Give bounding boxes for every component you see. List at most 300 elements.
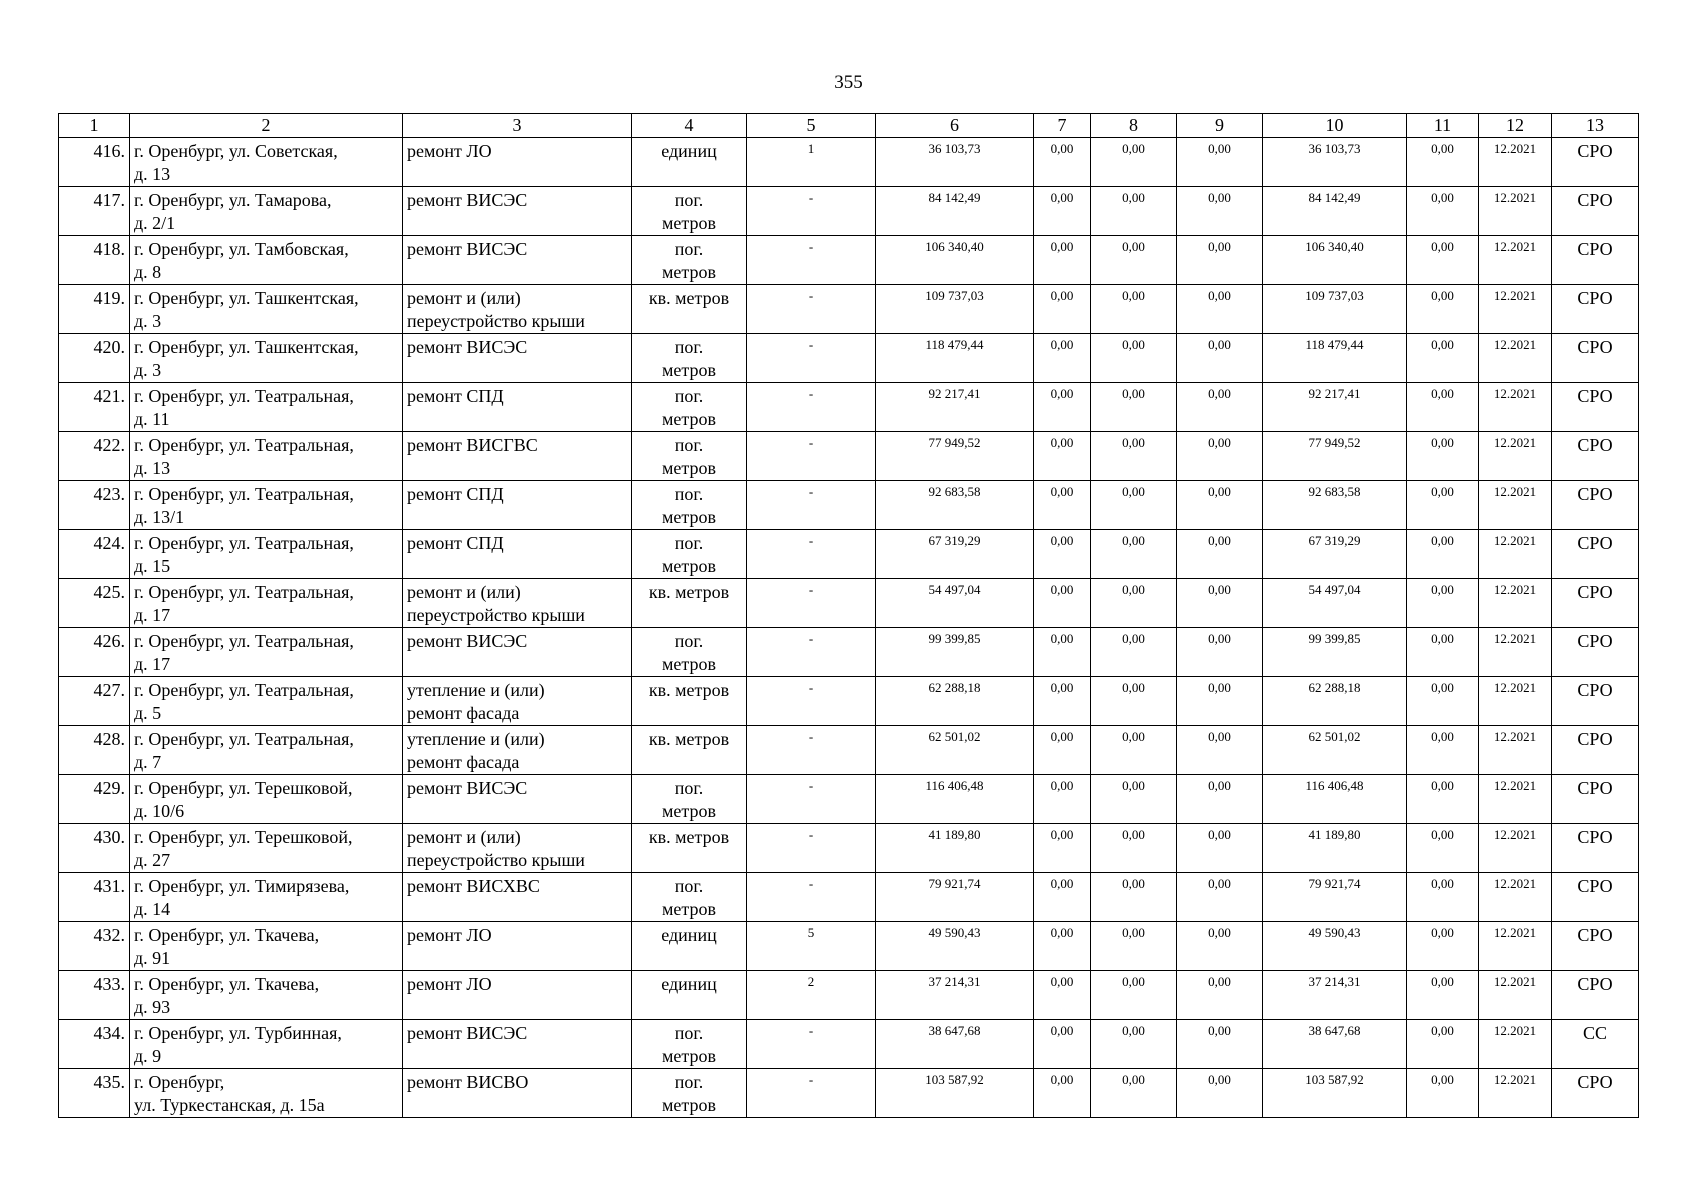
quantity-cell: 1 <box>747 138 876 187</box>
method-cell: СРО <box>1552 334 1639 383</box>
quantity-cell: - <box>747 1069 876 1118</box>
column-header: 12 <box>1479 114 1552 138</box>
work-type-cell-line: ремонт ЛО <box>407 925 492 945</box>
address-cell <box>130 677 403 726</box>
table-row <box>59 187 1639 236</box>
column-header: 7 <box>1034 114 1091 138</box>
unit-cell-line: метров <box>662 1046 716 1066</box>
work-type-cell <box>403 873 632 922</box>
address-cell-line: д. 9 <box>134 1046 162 1066</box>
quantity-cell: - <box>747 579 876 628</box>
fund-cost-cell: 106 340,40 <box>1263 236 1407 285</box>
value-cell: 0,00 <box>1177 726 1263 775</box>
table-body <box>59 138 1639 1118</box>
unit-cell-line: метров <box>662 262 716 282</box>
value-cell: 0,00 <box>1091 726 1177 775</box>
fund-cost-cell: 62 501,02 <box>1263 726 1407 775</box>
address-cell-line: д. 11 <box>134 409 170 429</box>
column-header: 3 <box>403 114 632 138</box>
method-cell: СРО <box>1552 677 1639 726</box>
deadline-cell: 12.2021 <box>1479 775 1552 824</box>
deadline-cell: 12.2021 <box>1479 481 1552 530</box>
address-cell <box>130 1020 403 1069</box>
table-row <box>59 334 1639 383</box>
row-number-cell: 422. <box>59 432 130 481</box>
value-cell: 0,00 <box>1407 824 1479 873</box>
deadline-cell: 12.2021 <box>1479 1020 1552 1069</box>
work-type-cell-line: ремонт ВИСВО <box>407 1072 529 1092</box>
table-row <box>59 628 1639 677</box>
value-cell: 0,00 <box>1407 873 1479 922</box>
value-cell: 0,00 <box>1177 971 1263 1020</box>
value-cell: 0,00 <box>1407 1020 1479 1069</box>
value-cell: 0,00 <box>1091 1020 1177 1069</box>
row-number-cell: 424. <box>59 530 130 579</box>
address-cell-line: д. 7 <box>134 752 162 772</box>
unit-cell-line: кв. метров <box>648 288 730 308</box>
deadline-cell: 12.2021 <box>1479 236 1552 285</box>
column-header: 11 <box>1407 114 1479 138</box>
value-cell: 0,00 <box>1407 334 1479 383</box>
deadline-cell: 12.2021 <box>1479 383 1552 432</box>
column-header: 8 <box>1091 114 1177 138</box>
row-number-cell: 423. <box>59 481 130 530</box>
value-cell: 0,00 <box>1034 1069 1091 1118</box>
value-cell: 0,00 <box>1034 432 1091 481</box>
address-cell-line: г. Оренбург, ул. Театральная, <box>134 729 354 749</box>
address-cell-line: г. Оренбург, ул. Театральная, <box>134 435 354 455</box>
fund-cost-cell: 99 399,85 <box>1263 628 1407 677</box>
work-type-cell <box>403 481 632 530</box>
repair-register-table <box>58 113 1639 1118</box>
unit-cell <box>632 1020 747 1069</box>
value-cell: 0,00 <box>1091 432 1177 481</box>
value-cell: 0,00 <box>1177 530 1263 579</box>
unit-cell <box>632 236 747 285</box>
column-number-row <box>59 114 1639 138</box>
unit-cell-line: единиц <box>661 974 717 994</box>
column-header: 13 <box>1552 114 1639 138</box>
unit-cell-line: пог. <box>674 435 704 455</box>
value-cell: 0,00 <box>1407 383 1479 432</box>
row-number-cell: 419. <box>59 285 130 334</box>
unit-cell-line: пог. <box>674 1072 704 1092</box>
work-type-cell-line: ремонт СПД <box>407 386 504 406</box>
quantity-cell: - <box>747 824 876 873</box>
fund-cost-cell: 77 949,52 <box>1263 432 1407 481</box>
value-cell: 0,00 <box>1091 971 1177 1020</box>
value-cell: 0,00 <box>1034 677 1091 726</box>
total-cost-cell: 103 587,92 <box>876 1069 1034 1118</box>
value-cell: 0,00 <box>1177 873 1263 922</box>
column-header: 6 <box>876 114 1034 138</box>
table-row <box>59 971 1639 1020</box>
method-cell: СРО <box>1552 236 1639 285</box>
value-cell: 0,00 <box>1091 873 1177 922</box>
unit-cell-line: пог. <box>674 631 704 651</box>
value-cell: 0,00 <box>1034 481 1091 530</box>
deadline-cell: 12.2021 <box>1479 285 1552 334</box>
fund-cost-cell: 103 587,92 <box>1263 1069 1407 1118</box>
total-cost-cell: 118 479,44 <box>876 334 1034 383</box>
work-type-cell <box>403 236 632 285</box>
work-type-cell <box>403 285 632 334</box>
method-cell: СС <box>1552 1020 1639 1069</box>
address-cell-line: г. Оренбург, ул. Тамбовская, <box>134 239 349 259</box>
table-row <box>59 530 1639 579</box>
quantity-cell: - <box>747 481 876 530</box>
table-row <box>59 579 1639 628</box>
unit-cell-line: кв. метров <box>648 729 730 749</box>
row-number-cell: 435. <box>59 1069 130 1118</box>
address-cell-line: г. Оренбург, ул. Тамарова, <box>134 190 332 210</box>
method-cell: СРО <box>1552 285 1639 334</box>
address-cell-line: д. 17 <box>134 654 171 674</box>
value-cell: 0,00 <box>1177 775 1263 824</box>
unit-cell <box>632 922 747 971</box>
fund-cost-cell: 116 406,48 <box>1263 775 1407 824</box>
address-cell <box>130 187 403 236</box>
unit-cell-line: пог. <box>674 386 704 406</box>
value-cell: 0,00 <box>1034 530 1091 579</box>
value-cell: 0,00 <box>1034 873 1091 922</box>
address-cell-line: д. 8 <box>134 262 162 282</box>
deadline-cell: 12.2021 <box>1479 334 1552 383</box>
total-cost-cell: 54 497,04 <box>876 579 1034 628</box>
value-cell: 0,00 <box>1034 1020 1091 1069</box>
deadline-cell: 12.2021 <box>1479 677 1552 726</box>
row-number-cell: 428. <box>59 726 130 775</box>
address-cell-line: д. 5 <box>134 703 162 723</box>
value-cell: 0,00 <box>1177 138 1263 187</box>
value-cell: 0,00 <box>1177 922 1263 971</box>
fund-cost-cell: 38 647,68 <box>1263 1020 1407 1069</box>
total-cost-cell: 116 406,48 <box>876 775 1034 824</box>
row-number-cell: 431. <box>59 873 130 922</box>
value-cell: 0,00 <box>1034 971 1091 1020</box>
fund-cost-cell: 92 683,58 <box>1263 481 1407 530</box>
value-cell: 0,00 <box>1091 530 1177 579</box>
unit-cell-line: метров <box>662 899 716 919</box>
total-cost-cell: 62 501,02 <box>876 726 1034 775</box>
total-cost-cell: 106 340,40 <box>876 236 1034 285</box>
work-type-cell <box>403 1020 632 1069</box>
table-row <box>59 1020 1639 1069</box>
value-cell: 0,00 <box>1177 579 1263 628</box>
unit-cell-line: единиц <box>661 141 717 161</box>
deadline-cell: 12.2021 <box>1479 579 1552 628</box>
address-cell <box>130 873 403 922</box>
fund-cost-cell: 67 319,29 <box>1263 530 1407 579</box>
work-type-cell-line: ремонт ВИСХВС <box>407 876 540 896</box>
quantity-cell: - <box>747 383 876 432</box>
method-cell: СРО <box>1552 775 1639 824</box>
unit-cell <box>632 726 747 775</box>
quantity-cell: - <box>747 726 876 775</box>
total-cost-cell: 67 319,29 <box>876 530 1034 579</box>
unit-cell <box>632 579 747 628</box>
row-number-cell: 426. <box>59 628 130 677</box>
deadline-cell: 12.2021 <box>1479 1069 1552 1118</box>
quantity-cell: - <box>747 1020 876 1069</box>
work-type-cell-line: ремонт фасада <box>407 703 520 723</box>
address-cell-line: д. 91 <box>134 948 171 968</box>
deadline-cell: 12.2021 <box>1479 530 1552 579</box>
work-type-cell-line: ремонт СПД <box>407 533 504 553</box>
value-cell: 0,00 <box>1091 579 1177 628</box>
address-cell <box>130 775 403 824</box>
total-cost-cell: 37 214,31 <box>876 971 1034 1020</box>
table-row <box>59 138 1639 187</box>
value-cell: 0,00 <box>1407 481 1479 530</box>
address-cell-line: д. 3 <box>134 311 162 331</box>
table-row <box>59 1069 1639 1118</box>
work-type-cell <box>403 824 632 873</box>
value-cell: 0,00 <box>1407 187 1479 236</box>
method-cell: СРО <box>1552 726 1639 775</box>
deadline-cell: 12.2021 <box>1479 726 1552 775</box>
work-type-cell-line: утепление и (или) <box>407 680 545 700</box>
work-type-cell-line: ремонт и (или) <box>407 827 521 847</box>
quantity-cell: 5 <box>747 922 876 971</box>
table-row <box>59 922 1639 971</box>
table-row <box>59 285 1639 334</box>
address-cell <box>130 481 403 530</box>
value-cell: 0,00 <box>1034 579 1091 628</box>
value-cell: 0,00 <box>1034 824 1091 873</box>
unit-cell <box>632 187 747 236</box>
work-type-cell <box>403 628 632 677</box>
method-cell: СРО <box>1552 481 1639 530</box>
work-type-cell-line: переустройство крыши <box>407 311 585 331</box>
work-type-cell <box>403 922 632 971</box>
row-number-cell: 421. <box>59 383 130 432</box>
unit-cell-line: пог. <box>674 533 704 553</box>
work-type-cell-line: ремонт и (или) <box>407 288 521 308</box>
value-cell: 0,00 <box>1034 775 1091 824</box>
unit-cell-line: пог. <box>674 876 704 896</box>
unit-cell <box>632 481 747 530</box>
value-cell: 0,00 <box>1091 236 1177 285</box>
address-cell <box>130 138 403 187</box>
address-cell-line: г. Оренбург, ул. Ткачева, <box>134 974 320 994</box>
work-type-cell-line: ремонт ВИСЭС <box>407 631 528 651</box>
table-row <box>59 677 1639 726</box>
quantity-cell: 2 <box>747 971 876 1020</box>
value-cell: 0,00 <box>1407 677 1479 726</box>
table-row <box>59 775 1639 824</box>
address-cell-line: д. 13 <box>134 164 171 184</box>
address-cell-line: г. Оренбург, ул. Ташкентская, <box>134 288 359 308</box>
value-cell: 0,00 <box>1034 726 1091 775</box>
method-cell: СРО <box>1552 922 1639 971</box>
unit-cell <box>632 383 747 432</box>
unit-cell <box>632 530 747 579</box>
work-type-cell-line: ремонт и (или) <box>407 582 521 602</box>
unit-cell <box>632 285 747 334</box>
address-cell <box>130 971 403 1020</box>
fund-cost-cell: 84 142,49 <box>1263 187 1407 236</box>
work-type-cell <box>403 138 632 187</box>
value-cell: 0,00 <box>1177 677 1263 726</box>
unit-cell-line: кв. метров <box>648 680 730 700</box>
address-cell <box>130 824 403 873</box>
page-number: 355 <box>834 72 863 93</box>
column-header: 5 <box>747 114 876 138</box>
work-type-cell <box>403 530 632 579</box>
address-cell <box>130 530 403 579</box>
value-cell: 0,00 <box>1034 236 1091 285</box>
value-cell: 0,00 <box>1034 334 1091 383</box>
deadline-cell: 12.2021 <box>1479 628 1552 677</box>
work-type-cell <box>403 187 632 236</box>
work-type-cell <box>403 1069 632 1118</box>
method-cell: СРО <box>1552 824 1639 873</box>
value-cell: 0,00 <box>1407 1069 1479 1118</box>
unit-cell-line: метров <box>662 409 716 429</box>
address-cell <box>130 383 403 432</box>
total-cost-cell: 38 647,68 <box>876 1020 1034 1069</box>
unit-cell-line: пог. <box>674 1023 704 1043</box>
unit-cell <box>632 824 747 873</box>
row-number-cell: 427. <box>59 677 130 726</box>
quantity-cell: - <box>747 432 876 481</box>
method-cell: СРО <box>1552 1069 1639 1118</box>
deadline-cell: 12.2021 <box>1479 824 1552 873</box>
value-cell: 0,00 <box>1091 824 1177 873</box>
row-number-cell: 433. <box>59 971 130 1020</box>
address-cell-line: г. Оренбург, ул. Ткачева, <box>134 925 320 945</box>
work-type-cell-line: ремонт ВИСЭС <box>407 190 528 210</box>
column-header: 10 <box>1263 114 1407 138</box>
value-cell: 0,00 <box>1177 285 1263 334</box>
unit-cell <box>632 432 747 481</box>
row-number-cell: 432. <box>59 922 130 971</box>
unit-cell <box>632 138 747 187</box>
unit-cell-line: метров <box>662 556 716 576</box>
work-type-cell-line: ремонт СПД <box>407 484 504 504</box>
work-type-cell-line: ремонт ЛО <box>407 141 492 161</box>
address-cell-line: ул. Туркестанская, д. 15а <box>134 1095 325 1115</box>
fund-cost-cell: 79 921,74 <box>1263 873 1407 922</box>
value-cell: 0,00 <box>1091 383 1177 432</box>
value-cell: 0,00 <box>1177 628 1263 677</box>
unit-cell <box>632 873 747 922</box>
unit-cell <box>632 775 747 824</box>
method-cell: СРО <box>1552 187 1639 236</box>
total-cost-cell: 92 217,41 <box>876 383 1034 432</box>
address-cell-line: г. Оренбург, ул. Терешковой, <box>134 827 353 847</box>
unit-cell <box>632 334 747 383</box>
address-cell-line: г. Оренбург, ул. Театральная, <box>134 582 354 602</box>
unit-cell-line: метров <box>662 458 716 478</box>
value-cell: 0,00 <box>1034 383 1091 432</box>
fund-cost-cell: 92 217,41 <box>1263 383 1407 432</box>
table-row <box>59 824 1639 873</box>
deadline-cell: 12.2021 <box>1479 873 1552 922</box>
row-number-cell: 434. <box>59 1020 130 1069</box>
quantity-cell: - <box>747 285 876 334</box>
row-number-cell: 430. <box>59 824 130 873</box>
unit-cell <box>632 971 747 1020</box>
value-cell: 0,00 <box>1177 236 1263 285</box>
table-row <box>59 432 1639 481</box>
column-header: 9 <box>1177 114 1263 138</box>
value-cell: 0,00 <box>1034 138 1091 187</box>
address-cell <box>130 236 403 285</box>
unit-cell-line: метров <box>662 213 716 233</box>
row-number-cell: 425. <box>59 579 130 628</box>
value-cell: 0,00 <box>1091 187 1177 236</box>
total-cost-cell: 99 399,85 <box>876 628 1034 677</box>
table-row <box>59 873 1639 922</box>
quantity-cell: - <box>747 628 876 677</box>
address-cell-line: д. 10/6 <box>134 801 185 821</box>
work-type-cell-line: утепление и (или) <box>407 729 545 749</box>
fund-cost-cell: 54 497,04 <box>1263 579 1407 628</box>
value-cell: 0,00 <box>1091 138 1177 187</box>
value-cell: 0,00 <box>1091 628 1177 677</box>
fund-cost-cell: 41 189,80 <box>1263 824 1407 873</box>
work-type-cell-line: переустройство крыши <box>407 605 585 625</box>
fund-cost-cell: 49 590,43 <box>1263 922 1407 971</box>
address-cell-line: г. Оренбург, ул. Терешковой, <box>134 778 353 798</box>
address-cell-line: г. Оренбург, <box>134 1072 225 1092</box>
row-number-cell: 418. <box>59 236 130 285</box>
table-row <box>59 726 1639 775</box>
unit-cell-line: пог. <box>674 239 704 259</box>
address-cell <box>130 1069 403 1118</box>
value-cell: 0,00 <box>1091 922 1177 971</box>
quantity-cell: - <box>747 677 876 726</box>
address-cell-line: г. Оренбург, ул. Турбинная, <box>134 1023 342 1043</box>
deadline-cell: 12.2021 <box>1479 138 1552 187</box>
work-type-cell <box>403 775 632 824</box>
value-cell: 0,00 <box>1091 481 1177 530</box>
quantity-cell: - <box>747 873 876 922</box>
address-cell-line: д. 27 <box>134 850 171 870</box>
method-cell: СРО <box>1552 579 1639 628</box>
quantity-cell: - <box>747 334 876 383</box>
work-type-cell <box>403 726 632 775</box>
work-type-cell-line: переустройство крыши <box>407 850 585 870</box>
value-cell: 0,00 <box>1177 187 1263 236</box>
total-cost-cell: 77 949,52 <box>876 432 1034 481</box>
value-cell: 0,00 <box>1407 285 1479 334</box>
fund-cost-cell: 62 288,18 <box>1263 677 1407 726</box>
address-cell-line: г. Оренбург, ул. Театральная, <box>134 484 354 504</box>
address-cell-line: д. 17 <box>134 605 171 625</box>
work-type-cell-line: ремонт ВИСЭС <box>407 337 528 357</box>
deadline-cell: 12.2021 <box>1479 922 1552 971</box>
value-cell: 0,00 <box>1091 334 1177 383</box>
fund-cost-cell: 37 214,31 <box>1263 971 1407 1020</box>
address-cell-line: г. Оренбург, ул. Советская, <box>134 141 338 161</box>
value-cell: 0,00 <box>1407 628 1479 677</box>
address-cell-line: г. Оренбург, ул. Театральная, <box>134 386 354 406</box>
value-cell: 0,00 <box>1091 285 1177 334</box>
work-type-cell <box>403 383 632 432</box>
value-cell: 0,00 <box>1034 187 1091 236</box>
work-type-cell-line: ремонт ВИСЭС <box>407 1023 528 1043</box>
work-type-cell <box>403 432 632 481</box>
column-header: 1 <box>59 114 130 138</box>
address-cell-line: г. Оренбург, ул. Театральная, <box>134 680 354 700</box>
work-type-cell <box>403 334 632 383</box>
address-cell-line: д. 14 <box>134 899 171 919</box>
row-number-cell: 416. <box>59 138 130 187</box>
address-cell <box>130 285 403 334</box>
